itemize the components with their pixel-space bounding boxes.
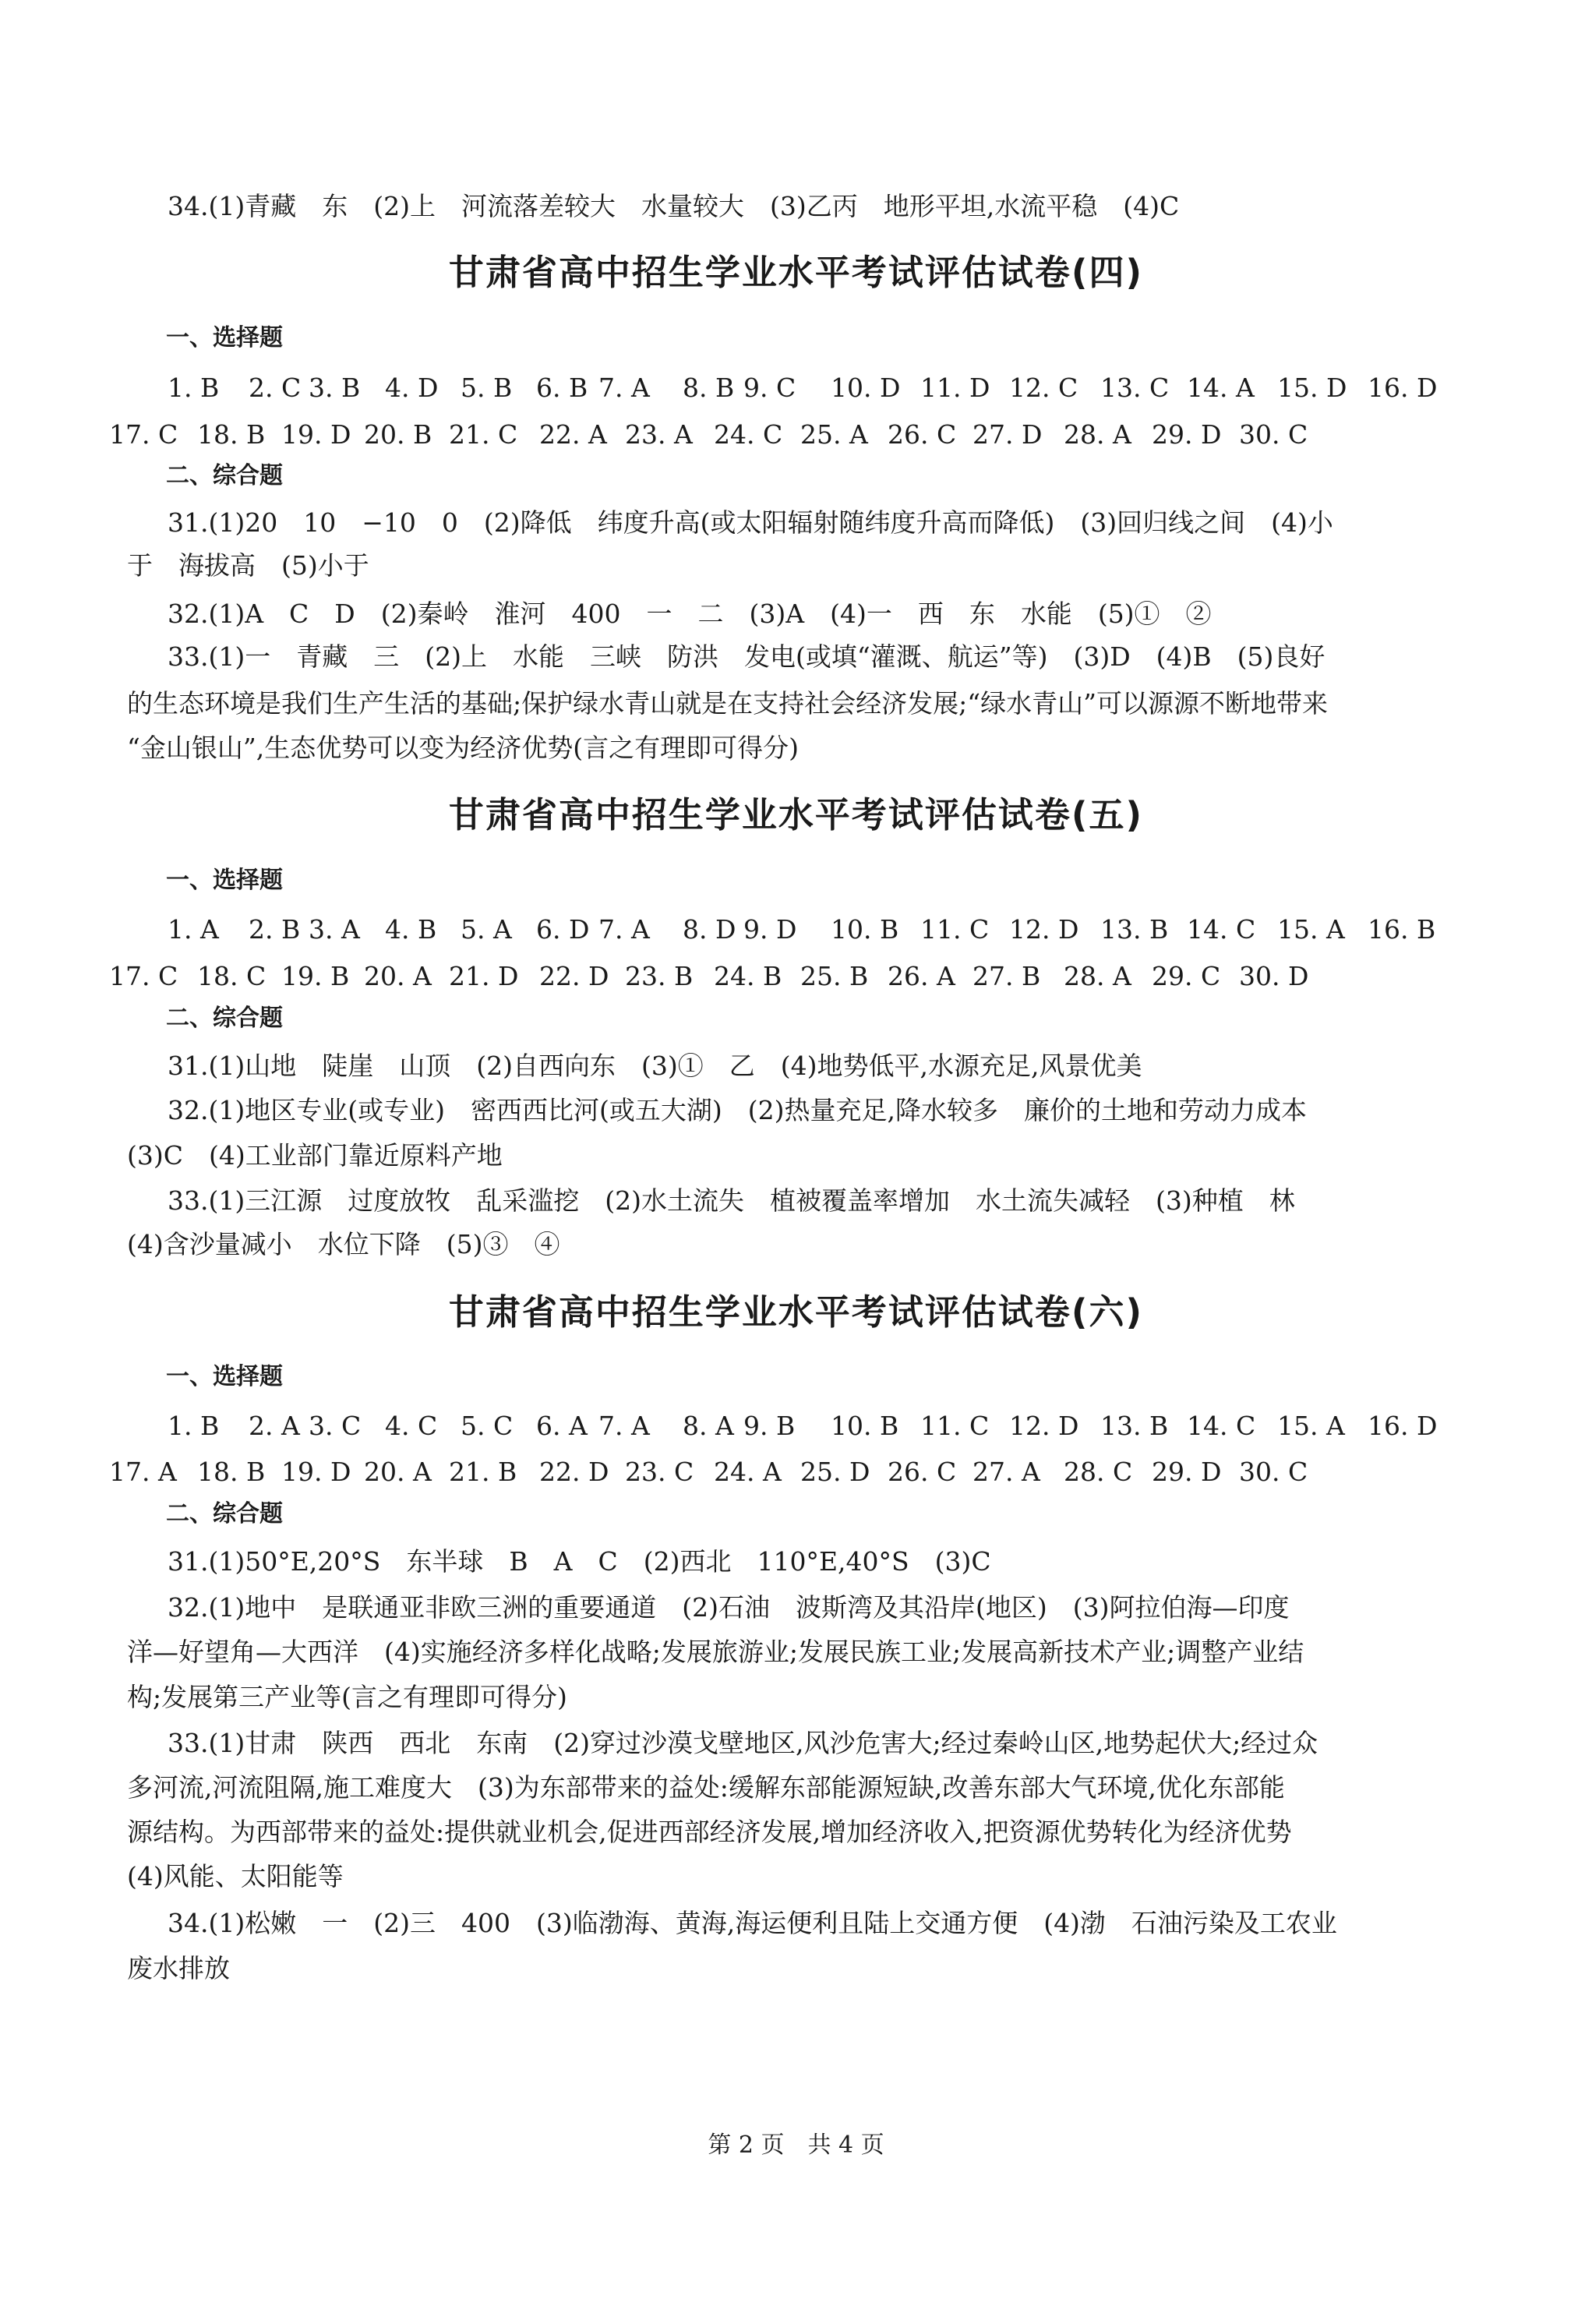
choice-answer: 1. A bbox=[168, 914, 219, 945]
choice-answer: 14. A bbox=[1187, 373, 1255, 403]
choice-answer: 29. D bbox=[1152, 1457, 1222, 1487]
choice-answer: 16. D bbox=[1368, 373, 1438, 403]
choice-answer: 12. D bbox=[1009, 1411, 1079, 1441]
choice-answer: 3. A bbox=[309, 914, 360, 945]
choice-answer: 17. C bbox=[109, 961, 178, 991]
answer-line: 31.(1)50°E,20°S 东半球 B A C (2)西北 110°E,40°S (3)C bbox=[168, 1546, 991, 1577]
choice-answer: 30. C bbox=[1239, 1457, 1308, 1487]
choice-answer: 6. B bbox=[536, 373, 588, 403]
comp-heading-4: 二、综合题 bbox=[166, 462, 283, 489]
answer-line: 32.(1)地中 是联通亚非欧三洲的重要通道 (2)石油 波斯湾及其沿岸(地区) (3)阿拉伯海—印度 bbox=[168, 1592, 1290, 1623]
choice-answer: 4. B bbox=[385, 914, 437, 945]
choice-answer: 7. A bbox=[598, 914, 650, 945]
choice-answer: 16. B bbox=[1368, 914, 1436, 945]
choice-answer: 9. C bbox=[743, 373, 796, 403]
choice-answer: 8. B bbox=[683, 373, 735, 403]
choice-answer: 24. A bbox=[714, 1457, 782, 1487]
choice-answer: 7. A bbox=[598, 373, 650, 403]
choice-answer: 27. B bbox=[972, 961, 1041, 991]
choice-answer: 21. D bbox=[449, 961, 519, 991]
choice-answer: 6. A bbox=[536, 1411, 588, 1441]
choice-answer: 25. D bbox=[800, 1457, 870, 1487]
choice-answer: 1. B bbox=[168, 1411, 220, 1441]
choice-answer: 20. A bbox=[364, 961, 432, 991]
choice-answer: 26. A bbox=[888, 961, 955, 991]
choice-answer: 6. D bbox=[536, 914, 590, 945]
answer-line: “金山银山”,生态优势可以变为经济优势(言之有理即可得分) bbox=[127, 733, 799, 763]
choice-answer: 13. B bbox=[1100, 1411, 1169, 1441]
answer-line: 32.(1)A C D (2)秦岭 淮河 400 一 二 (3)A (4)一 西 东 水能 (5)① ② bbox=[168, 599, 1212, 629]
choice-answer: 3. C bbox=[309, 1411, 362, 1441]
answer-line: 34.(1)松嫩 一 (2)三 400 (3)临渤海、黄海,海运便利且陆上交通方便 (4)渤 石油污染及工农业 bbox=[168, 1908, 1337, 1938]
choice-answer: 20. A bbox=[364, 1457, 432, 1487]
choice-answer: 29. C bbox=[1152, 961, 1221, 991]
section-title-6: 甘肃省高中招生学业水平考试评估试卷(六) bbox=[448, 1291, 1144, 1333]
answer-line: 33.(1)甘肃 陕西 西北 东南 (2)穿过沙漠戈壁地区,风沙危害大;经过秦岭山区,地势起伏大;经过众 bbox=[168, 1728, 1318, 1758]
choice-heading-6: 一、选择题 bbox=[166, 1363, 283, 1390]
choice-answer: 30. D bbox=[1239, 961, 1309, 991]
choice-answer: 19. D bbox=[281, 419, 351, 450]
answer-line: 33.(1)三江源 过度放牧 乱采滥挖 (2)水土流失 植被覆盖率增加 水土流失减轻 (3)种植 林 bbox=[168, 1185, 1295, 1216]
choice-answer: 24. B bbox=[714, 961, 782, 991]
choice-answer: 15. D bbox=[1277, 373, 1347, 403]
choice-answer: 23. C bbox=[625, 1457, 694, 1487]
choice-answer: 3. B bbox=[309, 373, 361, 403]
choice-answer: 2. B bbox=[249, 914, 301, 945]
choice-answer: 11. D bbox=[920, 373, 990, 403]
answer-line-q34-prev: 34.(1)青藏 东 (2)上 河流落差较大 水量较大 (3)乙丙 地形平坦,水流平稳 (4)C bbox=[168, 191, 1180, 221]
answer-line: 31.(1)20 10 −10 0 (2)降低 纬度升高(或太阳辐射随纬度升高而降低) (3)回归线之间 (4)小 bbox=[168, 507, 1333, 538]
answer-line: (4)含沙量减小 水位下降 (5)③ ④ bbox=[127, 1229, 560, 1259]
choice-answer: 21. B bbox=[449, 1457, 517, 1487]
choice-heading-4: 一、选择题 bbox=[166, 324, 283, 351]
choice-answer: 17. C bbox=[109, 419, 178, 450]
section-title-5: 甘肃省高中招生学业水平考试评估试卷(五) bbox=[448, 794, 1144, 835]
choice-answer: 10. B bbox=[831, 914, 899, 945]
choice-answer: 14. C bbox=[1187, 1411, 1256, 1441]
answer-line: 废水排放 bbox=[127, 1953, 230, 1983]
choice-answer: 4. D bbox=[385, 373, 439, 403]
choice-answer: 26. C bbox=[888, 419, 957, 450]
choice-answer: 23. A bbox=[625, 419, 693, 450]
choice-answer: 24. C bbox=[714, 419, 783, 450]
choice-answer: 21. C bbox=[449, 419, 518, 450]
choice-answer: 17. A bbox=[109, 1457, 177, 1487]
answer-line: 33.(1)一 青藏 三 (2)上 水能 三峡 防洪 发电(或填“灌溉、航运”等) (3)D (4)B (5)良好 bbox=[168, 641, 1325, 672]
section-title-4: 甘肃省高中招生学业水平考试评估试卷(四) bbox=[448, 252, 1144, 293]
choice-answer: 30. C bbox=[1239, 419, 1308, 450]
comp-heading-6: 二、综合题 bbox=[166, 1500, 283, 1528]
choice-answer: 15. A bbox=[1277, 914, 1345, 945]
answer-line: (4)风能、太阳能等 bbox=[127, 1861, 344, 1891]
choice-answer: 18. B bbox=[197, 419, 266, 450]
choice-answer: 27. A bbox=[972, 1457, 1040, 1487]
choice-answer: 23. B bbox=[625, 961, 694, 991]
answer-line: 源结构。为西部带来的益处:提供就业机会,促进西部经济发展,增加经济收入,把资源优势转化为经济优势 bbox=[127, 1817, 1292, 1847]
answer-line: 洋—好望角—大西洋 (4)实施经济多样化战略;发展旅游业;发展民族工业;发展高新技术产业;调整产业结 bbox=[127, 1637, 1304, 1667]
choice-answer: 9. B bbox=[743, 1411, 796, 1441]
choice-answer: 20. B bbox=[364, 419, 432, 450]
choice-answer: 8. D bbox=[683, 914, 736, 945]
choice-answer: 8. A bbox=[683, 1411, 734, 1441]
choice-answer: 4. C bbox=[385, 1411, 438, 1441]
choice-answer: 10. D bbox=[831, 373, 901, 403]
choice-answer: 28. C bbox=[1064, 1457, 1133, 1487]
choice-answer: 7. A bbox=[598, 1411, 650, 1441]
answer-line: 于 海拔高 (5)小于 bbox=[127, 550, 369, 581]
choice-answer: 11. C bbox=[920, 914, 990, 945]
choice-answer: 2. A bbox=[249, 1411, 300, 1441]
choice-row-4b bbox=[0, 417, 1592, 453]
choice-answer: 15. A bbox=[1277, 1411, 1345, 1441]
choice-row-6a bbox=[0, 1408, 1592, 1444]
choice-answer: 22. D bbox=[539, 1457, 609, 1487]
answer-line: 31.(1)山地 陡崖 山顶 (2)自西向东 (3)① 乙 (4)地势低平,水源充足,风景优美 bbox=[168, 1051, 1142, 1081]
choice-answer: 2. C bbox=[249, 373, 302, 403]
choice-answer: 22. D bbox=[539, 961, 609, 991]
choice-answer: 10. B bbox=[831, 1411, 899, 1441]
answer-line: 32.(1)地区专业(或专业) 密西西比河(或五大湖) (2)热量充足,降水较多 廉价的土地和劳动力成本 bbox=[168, 1095, 1307, 1125]
answer-line: 的生态环境是我们生产生活的基础;保护绿水青山就是在支持社会经济发展;“绿水青山”可以源源不断地带来 bbox=[127, 688, 1328, 719]
choice-answer: 5. C bbox=[461, 1411, 514, 1441]
choice-answer: 22. A bbox=[539, 419, 607, 450]
choice-answer: 13. B bbox=[1100, 914, 1169, 945]
choice-answer: 27. D bbox=[972, 419, 1043, 450]
choice-answer: 14. C bbox=[1187, 914, 1256, 945]
choice-answer: 18. B bbox=[197, 1457, 266, 1487]
choice-answer: 9. D bbox=[743, 914, 797, 945]
answer-line: 多河流,河流阻隔,施工难度大 (3)为东部带来的益处:缓解东部能源短缺,改善东部大气环境,优化东部能 bbox=[127, 1772, 1285, 1803]
choice-answer: 16. D bbox=[1368, 1411, 1438, 1441]
choice-answer: 29. D bbox=[1152, 419, 1222, 450]
choice-answer: 18. C bbox=[197, 961, 267, 991]
choice-answer: 19. B bbox=[281, 961, 350, 991]
choice-answer: 11. C bbox=[920, 1411, 990, 1441]
choice-answer: 13. C bbox=[1100, 373, 1170, 403]
choice-row-4a bbox=[0, 370, 1592, 406]
page-footer: 第 2 页 共 4 页 bbox=[708, 2132, 884, 2159]
choice-heading-5: 一、选择题 bbox=[166, 867, 283, 894]
choice-answer: 25. A bbox=[800, 419, 868, 450]
choice-answer: 12. C bbox=[1009, 373, 1078, 403]
choice-answer: 1. B bbox=[168, 373, 220, 403]
choice-answer: 26. C bbox=[888, 1457, 957, 1487]
choice-answer: 19. D bbox=[281, 1457, 351, 1487]
answer-line: 构;发展第三产业等(言之有理即可得分) bbox=[127, 1682, 567, 1712]
choice-answer: 28. A bbox=[1064, 419, 1131, 450]
choice-answer: 25. B bbox=[800, 961, 869, 991]
choice-row-5b bbox=[0, 959, 1592, 994]
choice-answer: 5. A bbox=[461, 914, 512, 945]
choice-row-6b bbox=[0, 1454, 1592, 1490]
choice-answer: 28. A bbox=[1064, 961, 1131, 991]
answer-line: (3)C (4)工业部门靠近原料产地 bbox=[127, 1140, 503, 1171]
choice-answer: 5. B bbox=[461, 373, 513, 403]
comp-heading-5: 二、综合题 bbox=[166, 1005, 283, 1032]
choice-answer: 12. D bbox=[1009, 914, 1079, 945]
choice-row-5a bbox=[0, 912, 1592, 948]
